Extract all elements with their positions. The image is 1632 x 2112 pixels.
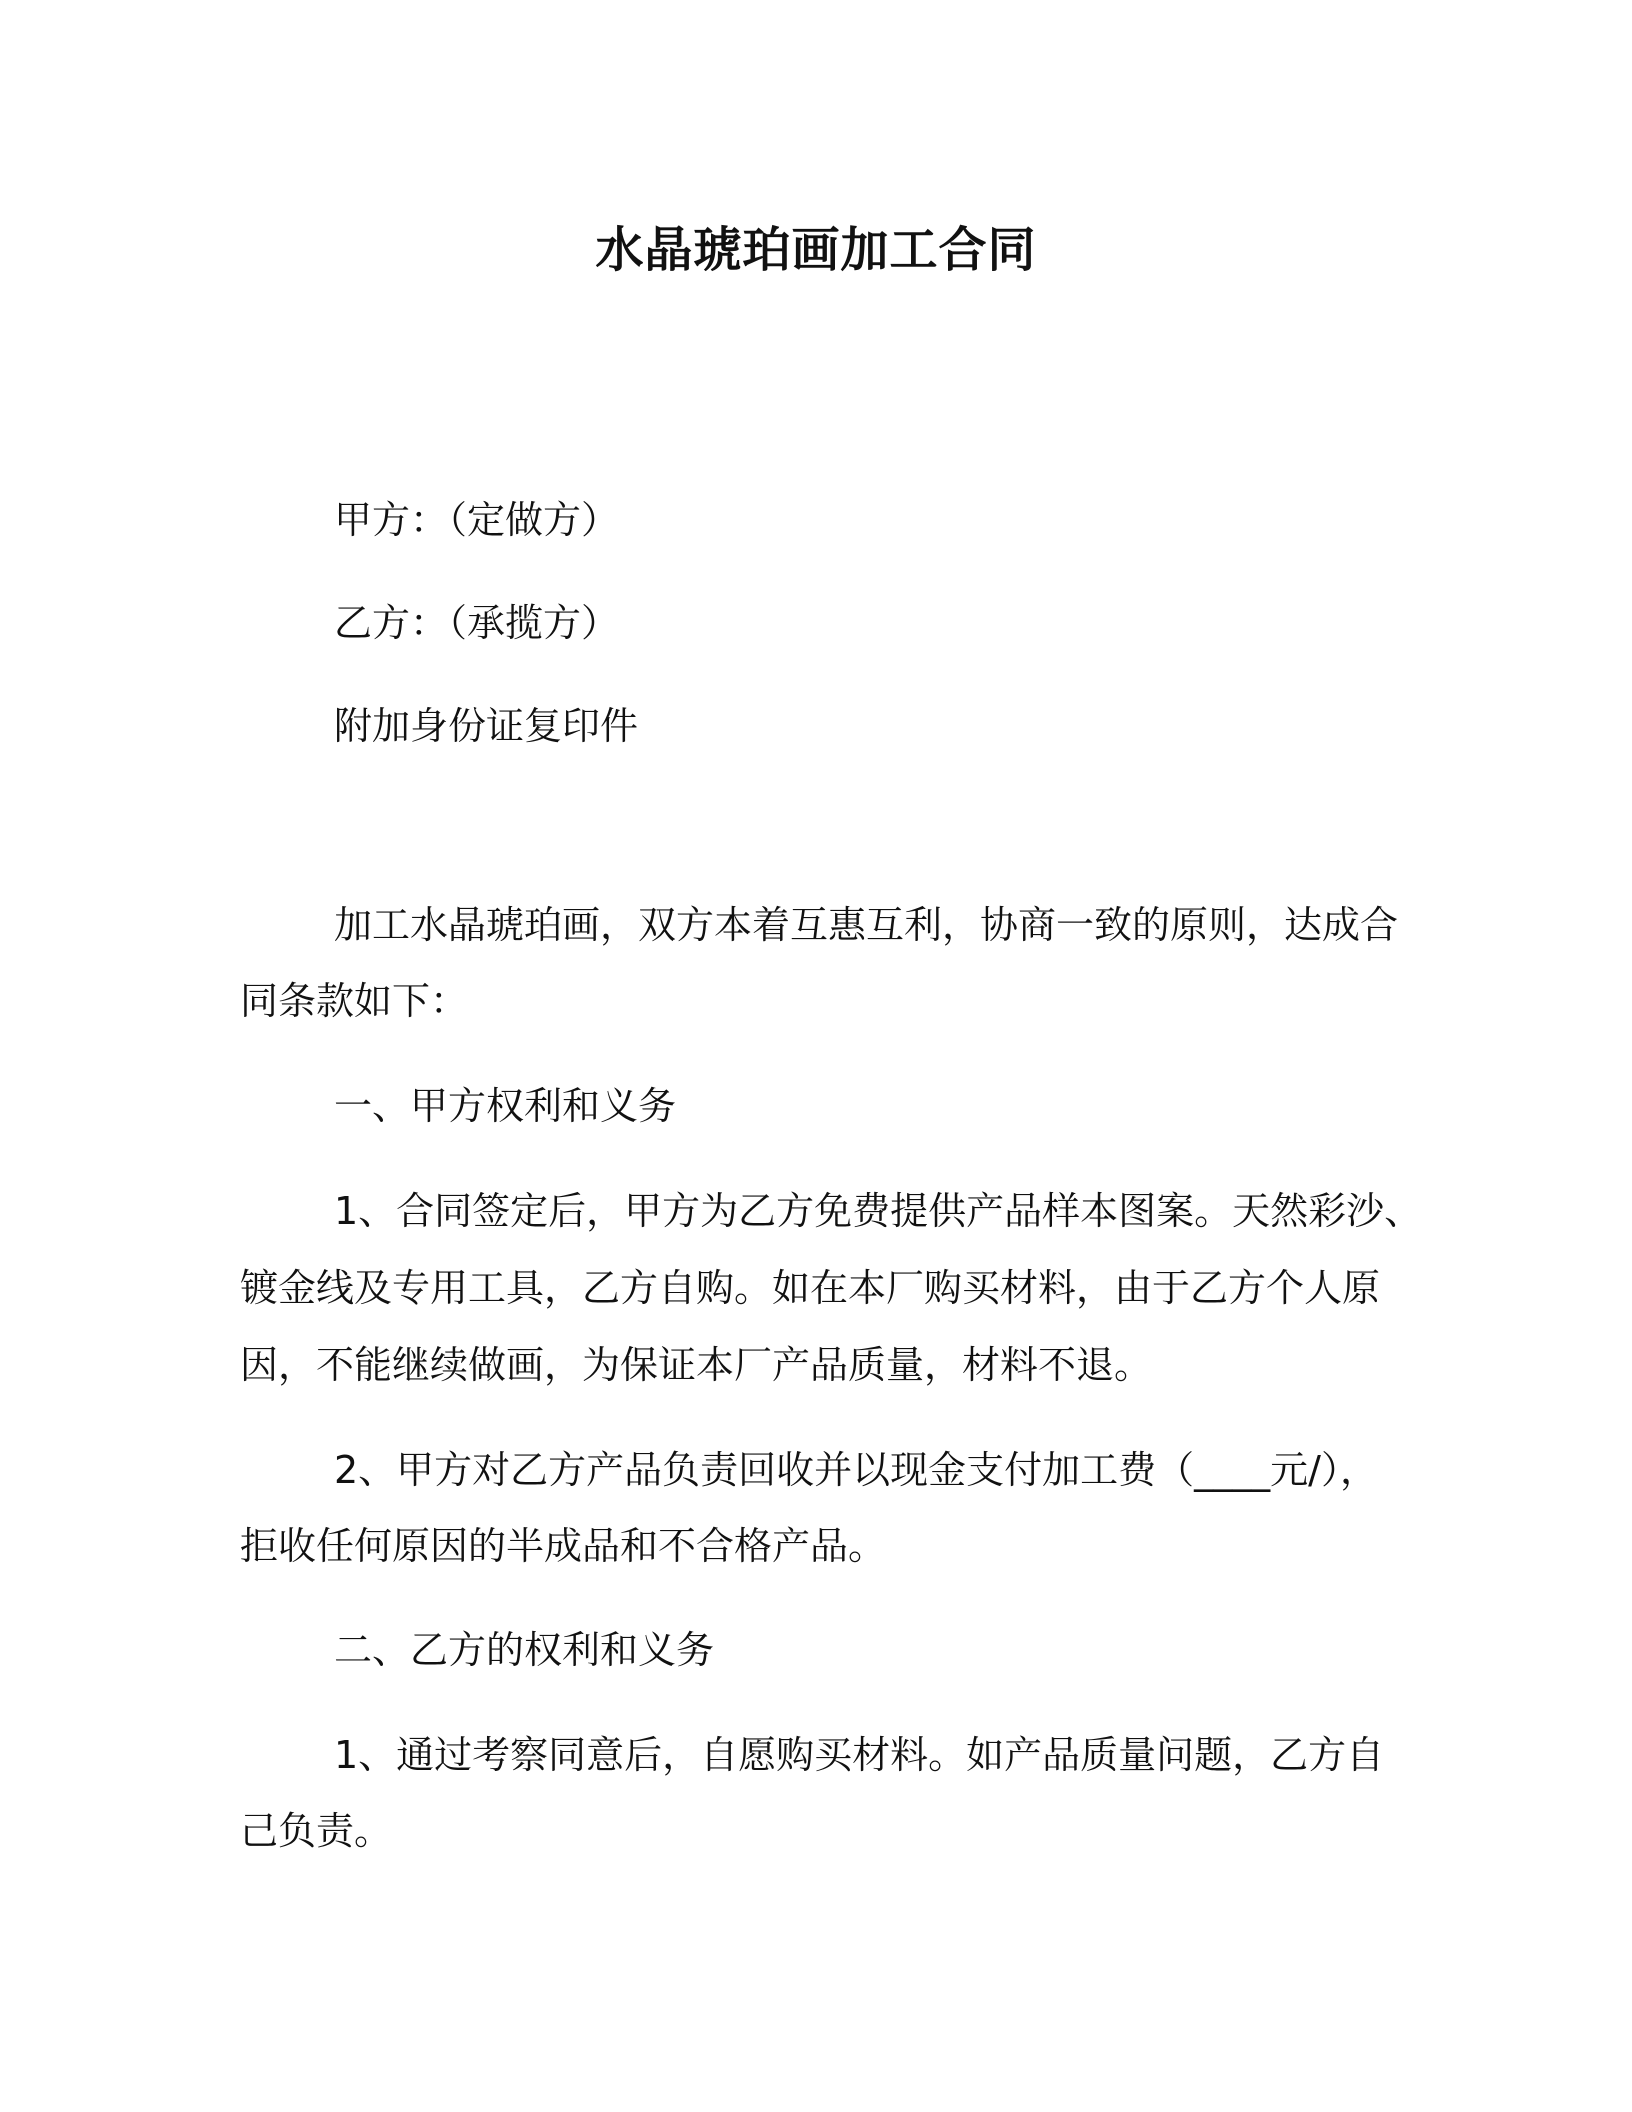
document-title: 水晶琥珀画加工合同 <box>595 222 1037 278</box>
section-1-item-1-line-3: 因，不能继续做画，为保证本厂产品质量，材料不退。 <box>240 1343 1153 1387</box>
section-1-item-2-line-2: 拒收任何原因的半成品和不合格产品。 <box>240 1524 887 1568</box>
section-2-item-1-line-1: 1、通过考察同意后，自愿购买材料。如产品质量问题，乙方自 <box>334 1733 1385 1777</box>
party-b-line: 乙方：（承揽方） <box>334 601 620 645</box>
party-a-line: 甲方：（定做方） <box>334 498 620 542</box>
section-2-item-1-line-2: 己负责。 <box>240 1809 393 1853</box>
intro-line-1: 加工水晶琥珀画，双方本着互惠互利，协商一致的原则，达成合 <box>334 903 1399 947</box>
section-1-item-1-line-1: 1、合同签定后，甲方为乙方免费提供产品样本图案。天然彩沙、 <box>334 1189 1423 1233</box>
section-1-heading: 一、甲方权利和义务 <box>334 1084 677 1128</box>
intro-line-2: 同条款如下： <box>240 979 469 1023</box>
section-1-item-1-line-2: 镀金线及专用工具，乙方自购。如在本厂购买材料，由于乙方个人原 <box>240 1266 1381 1310</box>
section-2-heading: 二、乙方的权利和义务 <box>334 1628 715 1672</box>
section-1-item-2-line-1: 2、甲方对乙方产品负责回收并以现金支付加工费（____元/）， <box>334 1448 1378 1492</box>
attachment-note: 附加身份证复印件 <box>334 704 639 748</box>
